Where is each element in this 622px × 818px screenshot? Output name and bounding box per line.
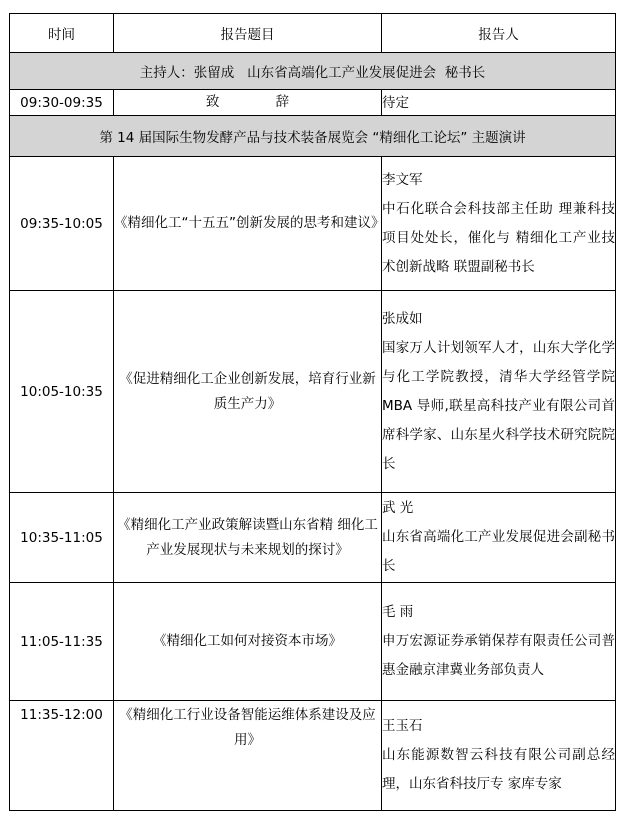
opening-row — [10, 90, 616, 116]
session-row — [10, 493, 616, 583]
session-speaker — [382, 583, 616, 701]
speaker-name: 李文军 — [382, 171, 423, 188]
session-speaker — [382, 157, 616, 291]
host-row — [10, 53, 616, 90]
session-time: 10:35-11:05 — [10, 493, 114, 583]
opening-time: 09:30-09:35 — [10, 90, 114, 116]
session-speaker — [382, 493, 616, 583]
session-topic: 《精细化工如何对接资本市场》 — [114, 583, 382, 701]
agenda-table — [9, 13, 616, 811]
session-row — [10, 701, 616, 811]
host-text: 主持人：张留成 山东省高端化工产业发展促进会 秘书长 — [10, 53, 616, 90]
speaker-title: 中石化联合会科技部主任助 理兼科技项目处处长，催化与 精细化工产业技术创新战略 联盟副秘书长 — [382, 200, 615, 275]
speaker-name: 毛 雨 — [382, 604, 414, 620]
session-time: 11:35-12:00 — [10, 701, 114, 811]
session-topic: 《精细化工行业设备智能运维体系建设及应用》 — [114, 701, 382, 811]
opening-topic-text: 致 辞 — [205, 94, 316, 110]
session-time: 09:35-10:05 — [10, 157, 114, 291]
session-speaker — [382, 701, 616, 811]
header-row — [10, 14, 616, 53]
session-row — [10, 157, 616, 291]
speaker-name: 王玉石 — [382, 718, 423, 734]
session-row — [10, 291, 616, 493]
speaker-title: 山东能源数智云科技有限公司副总经理，山东省科技厅专 家库专家 — [382, 747, 615, 792]
speaker-name: 张成如 — [382, 310, 423, 327]
speaker-title: 山东省高端化工产业发展促进会副秘书长 — [382, 529, 615, 574]
opening-speaker: 待定 — [382, 90, 616, 116]
session-topic: 《精细化工“十五五”创新发展的思考和建议》 — [114, 157, 382, 291]
session-topic: 《促进精细化工企业创新发展，培育行业新质生产力》 — [114, 291, 382, 493]
header-time: 时间 — [10, 14, 114, 53]
session-time: 11:05-11:35 — [10, 583, 114, 701]
header-speaker: 报告人 — [382, 14, 616, 53]
forum-text: 第 14 届国际生物发酵产品与技术装备展览会 “精细化工论坛” 主题演讲 — [10, 116, 616, 157]
page-footer-mark — [300, 810, 326, 811]
session-topic: 《精细化工产业政策解读暨山东省精 细化工产业发展现状与未来规划的探讨》 — [114, 493, 382, 583]
speaker-name: 武 光 — [382, 500, 414, 516]
forum-row — [10, 116, 616, 157]
session-row — [10, 583, 616, 701]
session-time: 10:05-10:35 — [10, 291, 114, 493]
speaker-title: 申万宏源证券承销保荐有限责任公司普惠金融京津冀业务部负责人 — [382, 633, 615, 678]
opening-topic — [114, 90, 382, 116]
speaker-title: 国家万人计划领军人才，山东大学化学与化工学院教授，清华大学经管学院 MBA 导师,联星高科技产业有限公司首席科学家、山东星火科学技术研究院院长 — [382, 339, 615, 472]
session-speaker — [382, 291, 616, 493]
header-topic: 报告题目 — [114, 14, 382, 53]
